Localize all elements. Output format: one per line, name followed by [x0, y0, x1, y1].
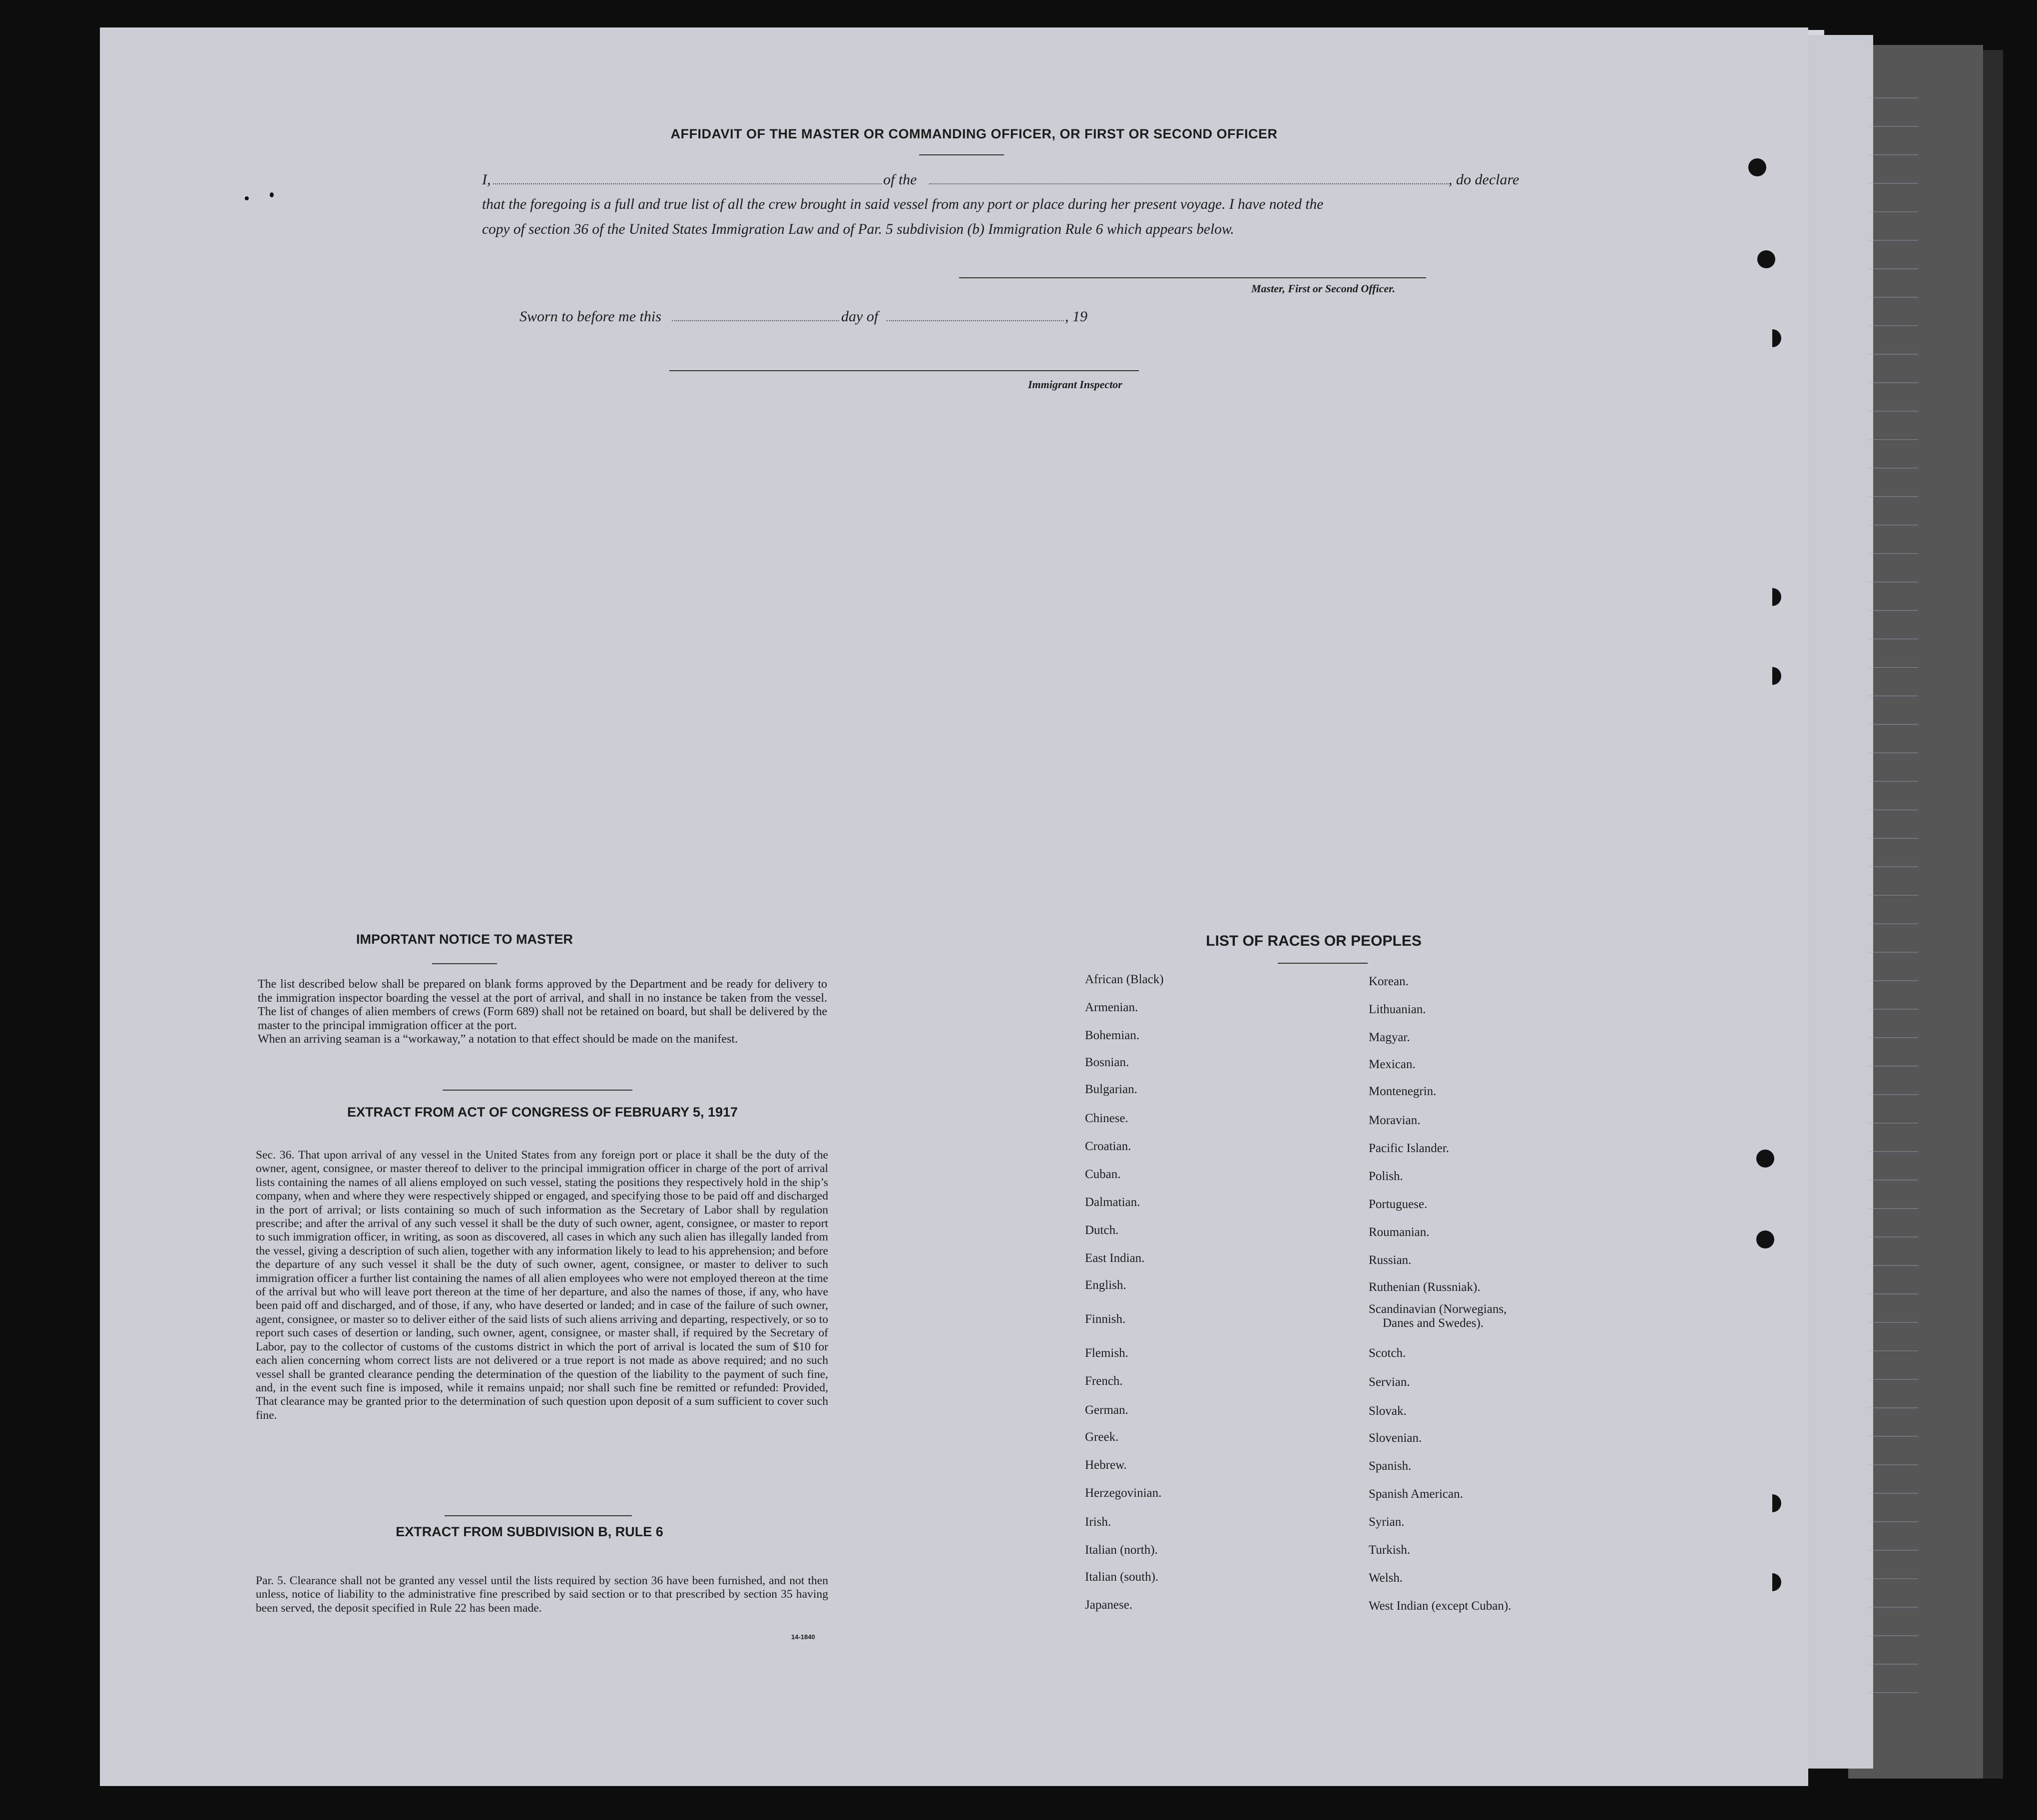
affidavit-declare-label: , do declare: [1449, 171, 1520, 188]
race-item: Mexican.: [1369, 1058, 1416, 1071]
affidavit-title: AFFIDAVIT OF THE MASTER OR COMMANDING OFFICER, OR FIRST OR SECOND OFFICER: [670, 126, 1278, 141]
notice-body: The list described below shall be prepared on blank forms approved by the Department and be ready for delivery to the immigration inspector boarding the vessel at the port of arrival, and shall in no instance be taken from the vessel. The list of changes of alien members of crews (Form 689) shall not be retained on board, but shall be delivered by the master to the principal immigration officer at the port. When an arriving seaman is a “workaway,” a notation to that effect should be made on the manifest.: [258, 978, 827, 1046]
race-item: Japanese.: [1085, 1598, 1133, 1612]
race-item: English.: [1085, 1278, 1126, 1292]
race-item: Bohemian.: [1085, 1029, 1140, 1042]
notice-underline: [432, 963, 497, 964]
race-item: Bosnian.: [1085, 1056, 1129, 1069]
affidavit-of-the-label: of the: [883, 171, 917, 188]
race-item: Dutch.: [1085, 1223, 1119, 1237]
race-item: Syrian.: [1369, 1515, 1405, 1529]
race-item: Ruthenian (Russniak).: [1369, 1280, 1481, 1294]
race-item: Greek.: [1085, 1430, 1119, 1444]
act-title: EXTRACT FROM ACT OF CONGRESS OF FEBRUARY 5, 1917: [347, 1105, 738, 1120]
race-item: Russian.: [1369, 1253, 1412, 1267]
race-item: Hebrew.: [1085, 1458, 1127, 1472]
punch-hole: [1763, 588, 1781, 606]
inspector-signature-label: Immigrant Inspector: [1028, 378, 1122, 391]
punch-hole: [1748, 158, 1766, 176]
inspector-signature-line[interactable]: [669, 370, 1139, 371]
sworn-date-field[interactable]: [672, 320, 839, 321]
background-ruled-lines: [1868, 70, 1918, 1694]
race-item: Italian (south).: [1085, 1570, 1159, 1584]
race-item: Chinese.: [1085, 1112, 1128, 1125]
sworn-label: Sworn to before me this: [519, 308, 661, 325]
race-item: Herzegovinian.: [1085, 1486, 1162, 1500]
race-item: Cuban.: [1085, 1168, 1121, 1181]
race-item: Pacific Islander.: [1369, 1142, 1450, 1155]
punch-hole: [1756, 1150, 1774, 1168]
affidavit-i-label: I,: [482, 171, 491, 188]
race-item: African (Black): [1085, 973, 1164, 986]
ink-speck: [245, 196, 249, 200]
affidavit-line-3: copy of section 36 of the United States Immigration Law and of Par. 5 subdivision (b) Immigration Rule 6 which appears below.: [482, 221, 1234, 237]
race-item: Bulgarian.: [1085, 1083, 1137, 1096]
ink-speck: [270, 192, 274, 197]
notice-title: IMPORTANT NOTICE TO MASTER: [356, 932, 573, 947]
section-divider: [443, 1090, 632, 1091]
race-item: Welsh.: [1369, 1571, 1403, 1585]
races-underline: [1278, 963, 1368, 964]
punch-hole: [1763, 1573, 1781, 1591]
punch-hole: [1756, 1230, 1774, 1248]
race-item: Korean.: [1369, 975, 1409, 988]
master-name-field[interactable]: [493, 183, 882, 184]
race-item: Croatian.: [1085, 1140, 1131, 1153]
vessel-name-field[interactable]: [929, 183, 1449, 184]
race-item: Roumanian.: [1369, 1225, 1430, 1239]
background-page-light: [1808, 35, 1873, 1769]
punch-hole: [1763, 329, 1781, 347]
section-divider: [445, 1515, 632, 1516]
race-item: Spanish American.: [1369, 1487, 1463, 1501]
affidavit-line-2: that the foregoing is a full and true list of all the crew brought in said vessel from any port or place during her present voyage. I have noted the: [482, 196, 1324, 212]
race-item: Irish.: [1085, 1515, 1111, 1529]
race-item: Magyar.: [1369, 1031, 1410, 1044]
race-item: Moravian.: [1369, 1114, 1421, 1127]
race-item: Flemish.: [1085, 1346, 1128, 1360]
form-number: 14-1840: [791, 1633, 815, 1641]
race-item: Spanish.: [1369, 1459, 1412, 1473]
race-item: Slovak.: [1369, 1404, 1407, 1418]
act-body: Sec. 36. That upon arrival of any vessel in the United States from any foreign port or place it shall be the duty of the owner, agent, consignee, or master thereof to deliver to the principal immigration officer in charge of the port of arrival lists containing the names of all aliens employed on such vessel, stating the positions they respectively hold in the ship’s company, when and where they were respectively shipped or engaged, and specifying those to be paid off and discharged in the port of arrival; or lists containing so much of such information as the Secretary of Labor shall by regulation prescribe; and after the arrival of any such vessel it shall be the duty of such owner, agent, consignee, or master to report to such immigration officer, in writing, as soon as discovered, all cases in which any such alien has illegally landed from the vessel, giving a description of such alien, together with any information likely to lead to his apprehension; and before the departure of any such vessel it shall be the duty of such owner, agent, consignee, or master to deliver to such immigration officer a further list containing the names of all alien employees who were not employed thereon at the time of the arrival but who will leave port thereon at the time of her departure, and also the names of those, if any, who have been paid off and discharged, and of those, if any, who have deserted or landed; and in case of the failure of such owner, agent, consignee, or master so to deliver either of the said lists of such aliens arriving and departing, respectively, or so to report such cases of desertion or landing, such owner, agent, consignee, or master shall, if required by the Secretary of Labor, pay to the collector of customs of the customs district in which the port of arrival is located the sum of $10 for each alien concerning whom correct lists are not delivered or a true report is not made as above required; and no such vessel shall be granted clearance pending the determination of the question of the liability to the payment of such fine, and, in the event such fine is imposed, while it remains unpaid; nor shall such fine be remitted or refunded: Provided, That clearance may be granted prior to the determination of such question upon deposit of a sum sufficient to cover such fine.: [256, 1149, 828, 1422]
race-item: Armenian.: [1085, 1001, 1138, 1014]
document-page: [100, 27, 1808, 1786]
race-item: Portuguese.: [1369, 1198, 1428, 1211]
race-item: Montenegrin.: [1369, 1085, 1437, 1098]
race-item: Finnish.: [1085, 1312, 1126, 1326]
race-item: Dalmatian.: [1085, 1196, 1140, 1209]
race-item: Scotch.: [1369, 1346, 1406, 1360]
race-item: Slovenian.: [1369, 1431, 1422, 1445]
race-item: Servian.: [1369, 1375, 1410, 1389]
race-item: East Indian.: [1085, 1251, 1145, 1265]
race-item: Scandinavian (Norwegians,: [1369, 1302, 1507, 1316]
race-item: Danes and Swedes).: [1383, 1316, 1484, 1330]
race-item: Italian (north).: [1085, 1543, 1158, 1557]
day-of-label: day of: [841, 308, 879, 325]
year-label: , 19: [1065, 308, 1087, 325]
punch-hole: [1763, 1494, 1781, 1512]
rule-body: Par. 5. Clearance shall not be granted any vessel until the lists required by section 36 have been furnished, and not then unless, notice of liability to the administrative fine prescribed by said section or to that prescribed by section 35 having been served, the deposit specified in Rule 22 has been made.: [256, 1574, 828, 1615]
punch-hole: [1763, 667, 1781, 685]
race-item: West Indian (except Cuban).: [1369, 1599, 1512, 1613]
master-signature-line[interactable]: [959, 277, 1426, 278]
race-item: German.: [1085, 1403, 1128, 1417]
sworn-month-field[interactable]: [887, 320, 1064, 321]
race-item: French.: [1085, 1374, 1123, 1388]
race-item: Lithuanian.: [1369, 1003, 1426, 1016]
race-item: Turkish.: [1369, 1543, 1411, 1557]
rule-title: EXTRACT FROM SUBDIVISION B, RULE 6: [396, 1524, 663, 1539]
master-signature-label: Master, First or Second Officer.: [1251, 282, 1396, 295]
races-title: LIST OF RACES OR PEOPLES: [1206, 933, 1422, 949]
punch-hole: [1757, 250, 1775, 268]
race-item: Polish.: [1369, 1170, 1403, 1183]
title-underline: [919, 154, 1004, 155]
